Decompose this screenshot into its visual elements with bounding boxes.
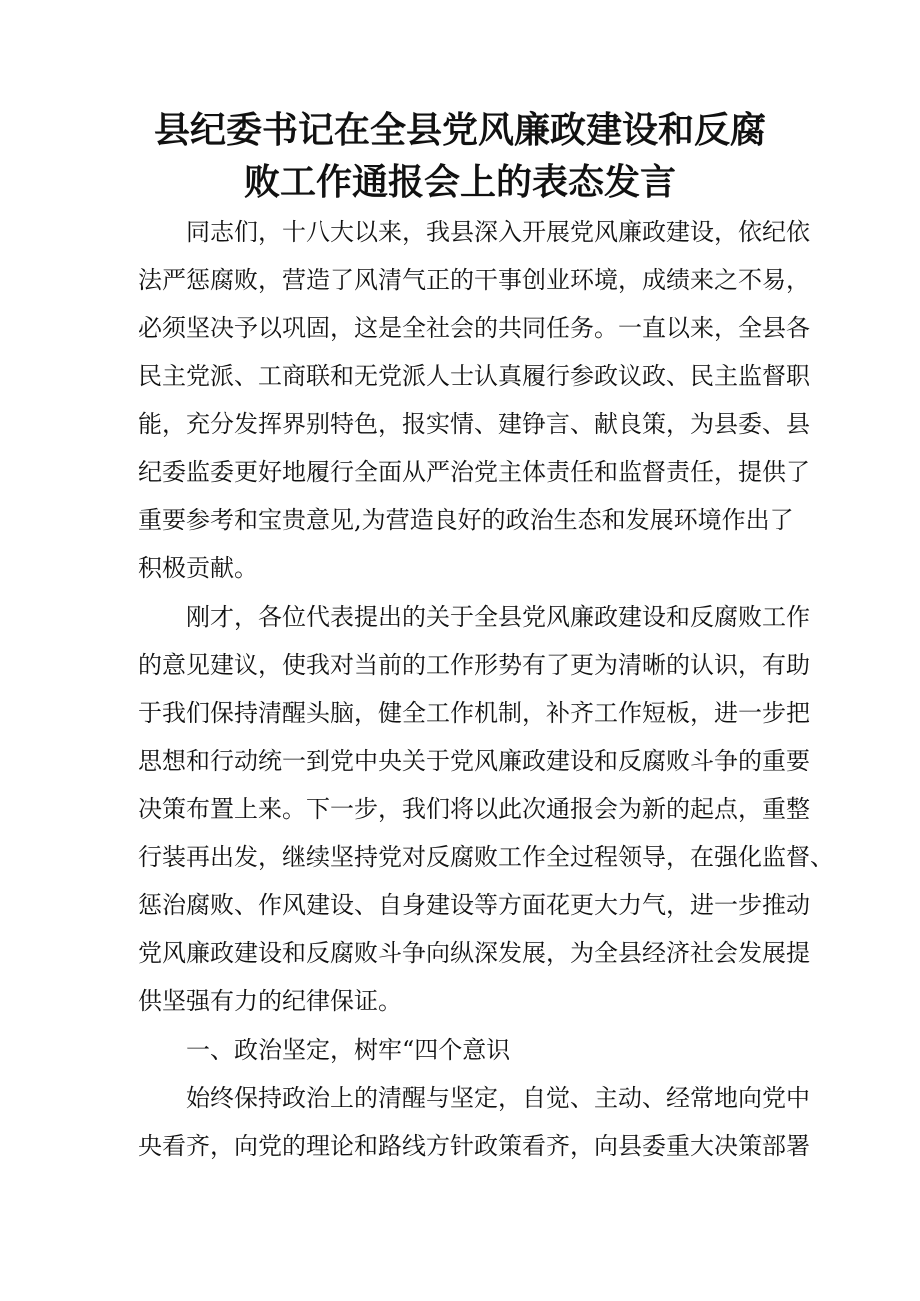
document-title-line-1: 县纪委书记在全县党风廉政建设和反腐 bbox=[153, 110, 766, 151]
paragraph-3-line-1: 始终保持政治上的清醒与坚定，自觉、主动、经常地向党中 bbox=[186, 1084, 810, 1112]
paragraph-1-line-2: 法严惩腐败，营造了风清气正的干事创业环境，成绩来之不易， bbox=[138, 266, 810, 294]
paragraph-3-line-2: 央看齐，向党的理论和路线方针政策看齐，向县委重大决策部署 bbox=[138, 1132, 810, 1160]
paragraph-1-line-7: 重要参考和宝贵意见,为营造良好的政治生态和发展环境作出了 bbox=[138, 506, 794, 534]
paragraph-2-line-5: 决策布置上来。下一步，我们将以此次通报会为新的起点，重整 bbox=[138, 795, 810, 823]
paragraph-2-line-7: 惩治腐败、作风建设、自身建设等方面花更大力气，进一步推动 bbox=[138, 891, 810, 919]
section-heading: 一、政治坚定，树牢“四个意识 bbox=[186, 1036, 511, 1064]
paragraph-1-line-3: 必须坚决予以巩固，这是全社会的共同任务。一直以来，全县各 bbox=[138, 314, 810, 342]
paragraph-1-line-4: 民主党派、工商联和无党派人士认真履行参政议政、民主监督职 bbox=[138, 362, 810, 390]
paragraph-2-line-6: 行装再出发，继续坚持党对反腐败工作全过程领导，在强化监督、 bbox=[138, 843, 834, 871]
paragraph-1-line-1: 同志们，十八大以来，我县深入开展党风廉政建设，依纪依 bbox=[186, 218, 810, 246]
paragraph-2-line-2: 的意见建议，使我对当前的工作形势有了更为清晰的认识，有助 bbox=[138, 651, 810, 679]
paragraph-2-line-8: 党风廉政建设和反腐败斗争向纵深发展，为全县经济社会发展提 bbox=[138, 939, 810, 967]
paragraph-2-line-3: 于我们保持清醒头脑，健全工作机制，补齐工作短板，进一步把 bbox=[138, 699, 810, 727]
paragraph-2-line-4: 思想和行动统一到党中央关于党风廉政建设和反腐败斗争的重要 bbox=[138, 747, 810, 775]
paragraph-2-line-9: 供坚强有力的纪律保证。 bbox=[138, 987, 402, 1015]
paragraph-1-line-6: 纪委监委更好地履行全面从严治党主体责任和监督责任，提供了 bbox=[138, 458, 810, 486]
paragraph-1-line-8: 积极贡献。 bbox=[138, 554, 258, 582]
paragraph-1-line-5: 能，充分发挥界别特色，报实情、建铮言、献良策，为县委、县 bbox=[138, 410, 810, 438]
document-title-line-2: 败工作通报会上的表态发言 bbox=[243, 162, 676, 203]
paragraph-2-line-1: 刚才，各位代表提出的关于全县党风廉政建设和反腐败工作 bbox=[186, 603, 810, 631]
